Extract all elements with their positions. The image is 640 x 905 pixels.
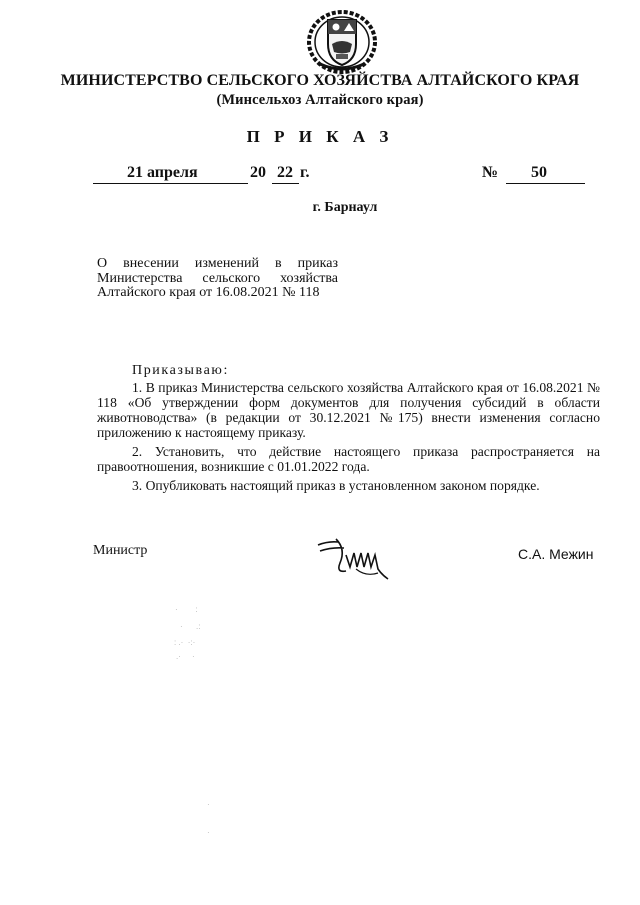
order-item-2: 2. Установить, что действие настоящего приказа распространяется на правоотношения, возникшие с 01.01.2022 года. [97, 444, 600, 474]
number-underline [506, 183, 585, 184]
order-word: Приказываю: [132, 363, 229, 378]
scan-mark: : .· ·:· [174, 638, 196, 647]
order-date-day: 21 апреля [127, 164, 198, 181]
scan-mark: · [207, 828, 210, 837]
order-number-sign: № [482, 164, 499, 181]
emblem-icon [306, 8, 378, 74]
order-year-unit: г. [300, 164, 310, 181]
order-number: 50 [531, 164, 547, 181]
order-item-1: 1. В приказ Министерства сельского хозяйства Алтайского края от 16.08.2021 № 118 «Об утверждении форм документов для получения субсидий в области животноводства» (в редакции от 30.12.2021 №175) внести изменения согласно приложению к настоящему приказу. [97, 380, 600, 440]
signer-title: Министр [93, 543, 148, 558]
order-item-3: 3. Опубликовать настоящий приказ в установленном законом порядке. [132, 478, 540, 493]
order-subject: О внесении изменений в приказ Министерства сельского хозяйства Алтайского края от 16.08.2021 № 118 [97, 256, 338, 300]
scan-mark: · .: [180, 622, 201, 631]
scan-mark: · [207, 800, 210, 809]
ministry-name: МИНИСТЕРСТВО СЕЛЬСКОГО ХОЗЯЙСТВА АЛТАЙСКОГО КРАЯ [60, 72, 580, 89]
city: г. Барнаул [312, 200, 378, 215]
document-type: П Р И К А З [246, 127, 394, 146]
order-year-suffix: 22 [277, 164, 293, 181]
year-underline [272, 183, 299, 184]
scan-mark: .· · [176, 652, 195, 661]
scan-mark: · : [175, 605, 198, 614]
signer-name: С.А. Межин [518, 546, 594, 562]
order-year-prefix: 20 [250, 164, 266, 181]
ministry-short-name: (Минсельхоз Алтайского края) [216, 92, 424, 108]
signature-icon [316, 533, 392, 583]
date-underline [93, 183, 248, 184]
